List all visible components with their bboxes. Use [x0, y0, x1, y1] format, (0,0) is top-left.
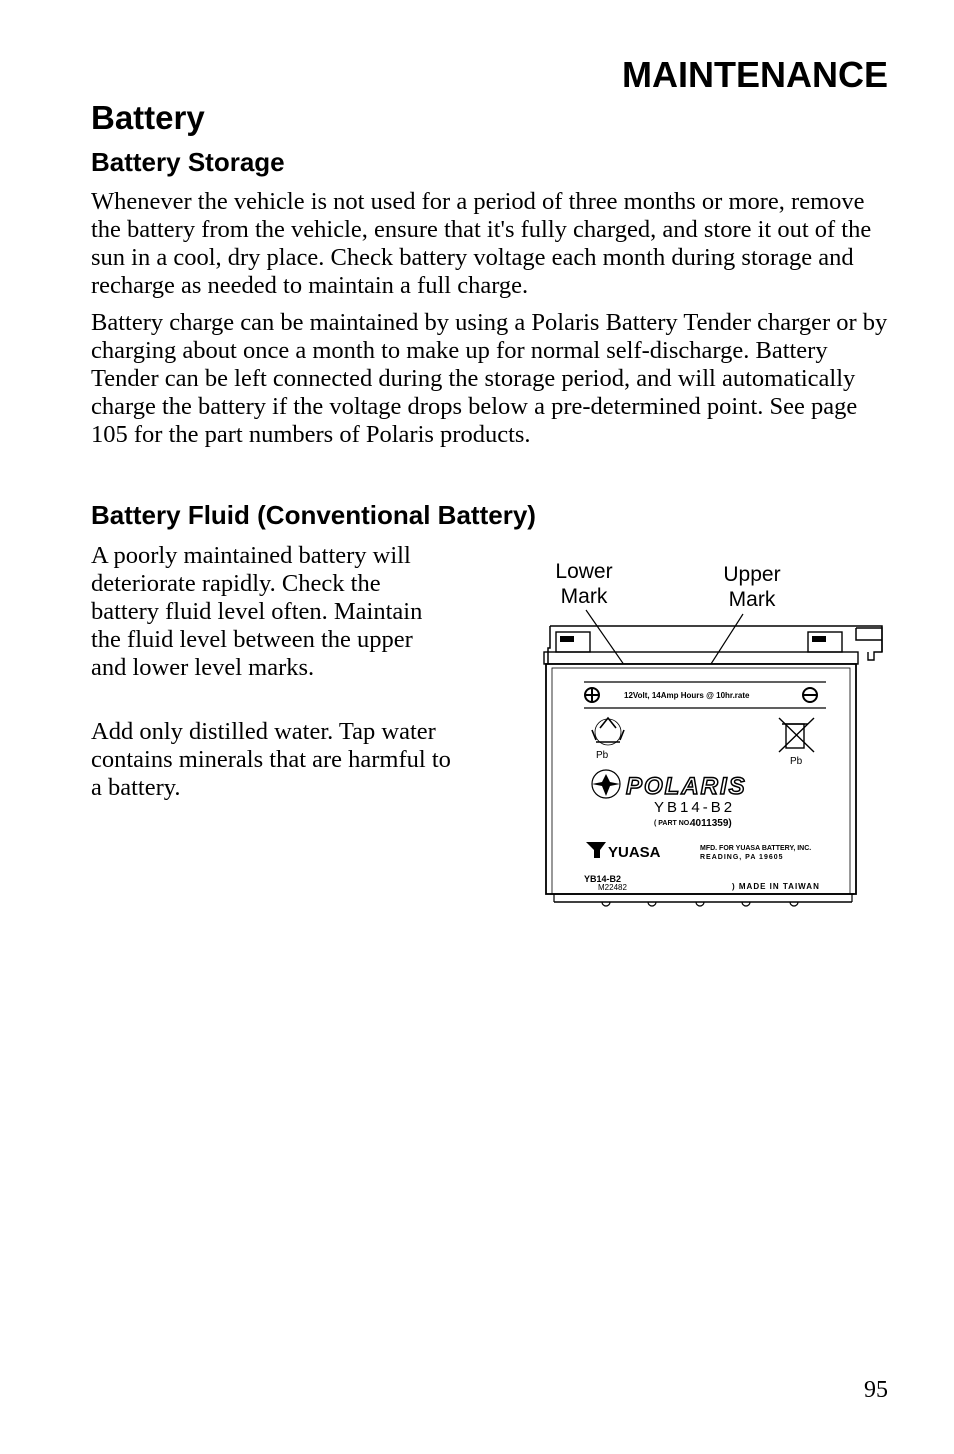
- lower-mark-label-line1: Lower: [555, 560, 613, 583]
- battery-storage-heading: Battery Storage: [91, 147, 285, 177]
- lower-mark-label-line2: Mark: [560, 585, 608, 608]
- bottom-model-number: YB14-B2: [584, 874, 622, 884]
- battery-diagram: [536, 556, 896, 910]
- battery-rating-text: 12Volt, 14Amp Hours @ 10hr.rate: [624, 691, 750, 700]
- polaris-logo: POLARIS: [626, 773, 747, 800]
- polaris-star-icon: [592, 770, 620, 798]
- part-number-prefix: ( PART NO.: [654, 820, 692, 827]
- battery-fluid-paragraph-2: Add only distilled water. Tap water contains minerals that are harmful to a battery.: [91, 718, 451, 801]
- page-number: 95: [864, 1377, 888, 1403]
- pb-label-left: Pb: [596, 750, 609, 761]
- section-header: MAINTENANCE: [622, 54, 888, 95]
- battery-fluid-heading: Battery Fluid (Conventional Battery): [91, 500, 536, 530]
- upper-mark-label-line2: Mark: [728, 588, 776, 611]
- battery-storage-paragraph-2: Battery charge can be maintained by using a Polaris Battery Tender charger or by charging about once a month to make up for normal self-discharge. Battery Tender can be left connected during the storage period, and will automatically charge the battery if the voltage drops below a pre-determined point. See page 105 for the part numbers of Polaris products.: [91, 309, 888, 448]
- model-number: YB14-B2: [654, 799, 736, 816]
- battery-illustration: [536, 556, 896, 910]
- page-title: Battery: [91, 99, 205, 136]
- part-number: 4011359): [690, 818, 732, 829]
- manufacturer-line-1: MFD. FOR YUASA BATTERY, INC.: [700, 845, 812, 852]
- battery-storage-paragraph-1: Whenever the vehicle is not used for a period of three months or more, remove the battery from the vehicle, ensure that it's fully charged, and store it out of the sun in a cool, dry place. Check battery voltage each month during storage and recharge as needed to maintain a full charge.: [91, 188, 872, 299]
- pb-label-right: Pb: [790, 756, 803, 767]
- upper-mark-label-line1: Upper: [723, 563, 781, 586]
- battery-lid-rim: [544, 652, 858, 664]
- yuasa-logo: YUASA: [608, 844, 661, 861]
- made-in-label: ) MADE IN TAIWAN: [732, 882, 820, 891]
- manufacturer-line-2: READING, PA 19605: [700, 854, 784, 861]
- battery-fluid-paragraph-1: A poorly maintained battery will deteriorate rapidly. Check the battery fluid level often. Maintain the fluid level between the upper and lower level marks.: [91, 542, 423, 681]
- bottom-code: M22482: [598, 883, 627, 892]
